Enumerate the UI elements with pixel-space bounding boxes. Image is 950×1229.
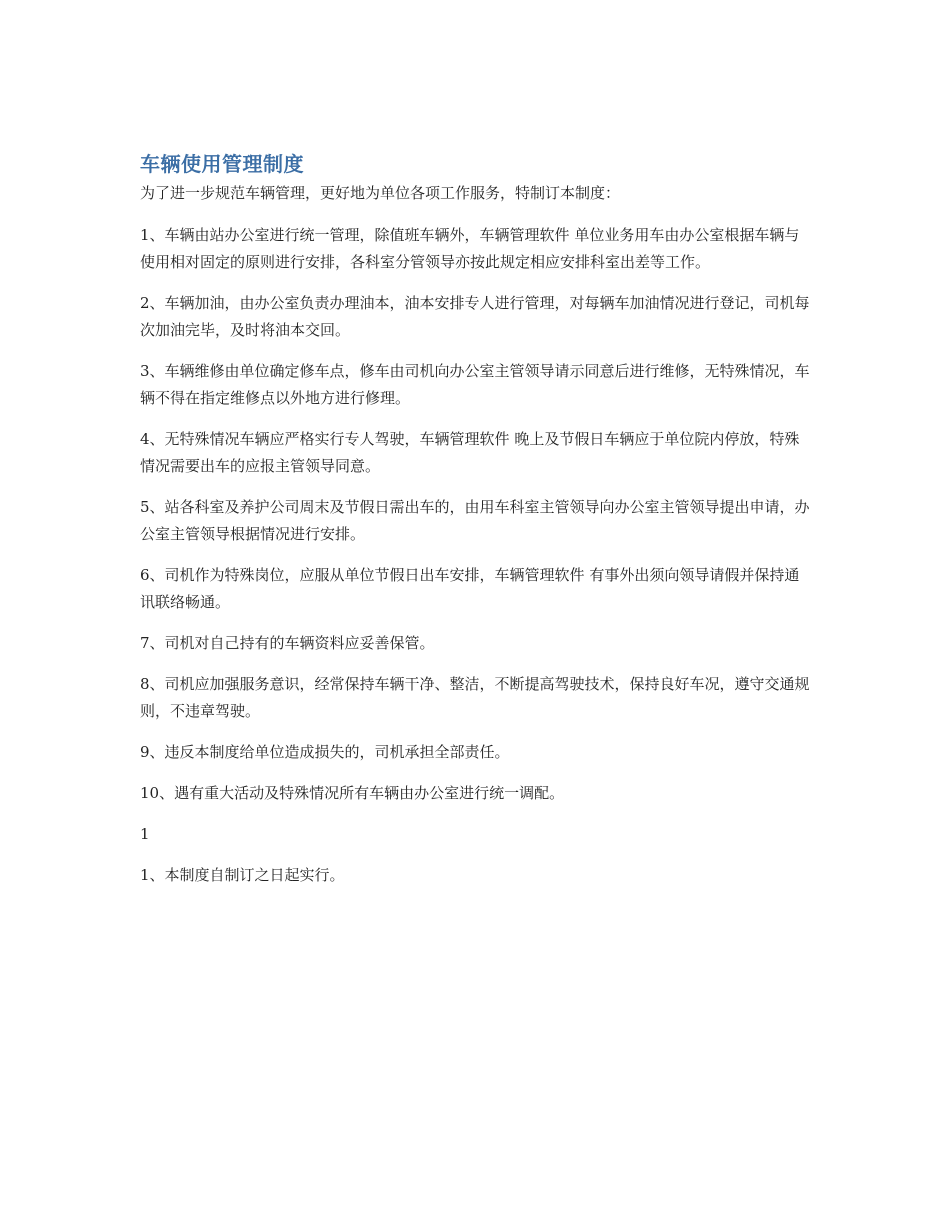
rule-paragraph-2: 2、车辆加油，由办公室负责办理油本，油本安排专人进行管理，对每辆车加油情况进行登记，司机每次加油完毕，及时将油本交回。 — [140, 294, 810, 339]
page-number-line: 1 — [140, 825, 150, 843]
intro-paragraph: 为了进一步规范车辆管理，更好地为单位各项工作服务，特制订本制度： — [140, 184, 621, 202]
rule-paragraph-1: 1、车辆由站办公室进行统一管理，除值班车辆外，车辆管理软件 单位业务用车由办公室根据车辆与使用相对固定的原则进行安排，各科室分管领导亦按此规定相应安排科室出差等工作。 — [140, 226, 800, 271]
rule-paragraph-9: 9、违反本制度给单位造成损失的，司机承担全部责任。 — [140, 743, 510, 761]
rule-paragraph-3: 3、车辆维修由单位确定修车点，修车由司机向办公室主管领导请示同意后进行维修，无特殊情况，车辆不得在指定维修点以外地方进行修理。 — [140, 362, 810, 407]
document-body — [140, 150, 810, 903]
rule-paragraph-4: 4、无特殊情况车辆应严格实行专人驾驶，车辆管理软件 晚上及节假日车辆应于单位院内停放，特殊情况需要出车的应报主管领导同意。 — [140, 430, 800, 475]
page-title: 车辆使用管理制度 — [140, 152, 304, 176]
rule-paragraph-10: 10、遇有重大活动及特殊情况所有车辆由办公室进行统一调配。 — [140, 784, 565, 802]
rule-paragraph-8: 8、司机应加强服务意识，经常保持车辆干净、整洁，不断提高驾驶技术，保持良好车况，遵守交通规则，不违章驾驶。 — [140, 675, 810, 720]
rule-paragraph-6: 6、司机作为特殊岗位，应服从单位节假日出车安排，车辆管理软件 有事外出须向领导请假并保持通讯联络畅通。 — [140, 566, 800, 611]
rule-paragraph-5: 5、站各科室及养护公司周末及节假日需出车的，由用车科室主管领导向办公室主管领导提出申请，办公室主管领导根据情况进行安排。 — [140, 498, 810, 543]
rule-paragraph-effective: 1、本制度自制订之日起实行。 — [140, 866, 345, 884]
rule-paragraph-7: 7、司机对自己持有的车辆资料应妥善保管。 — [140, 634, 435, 652]
